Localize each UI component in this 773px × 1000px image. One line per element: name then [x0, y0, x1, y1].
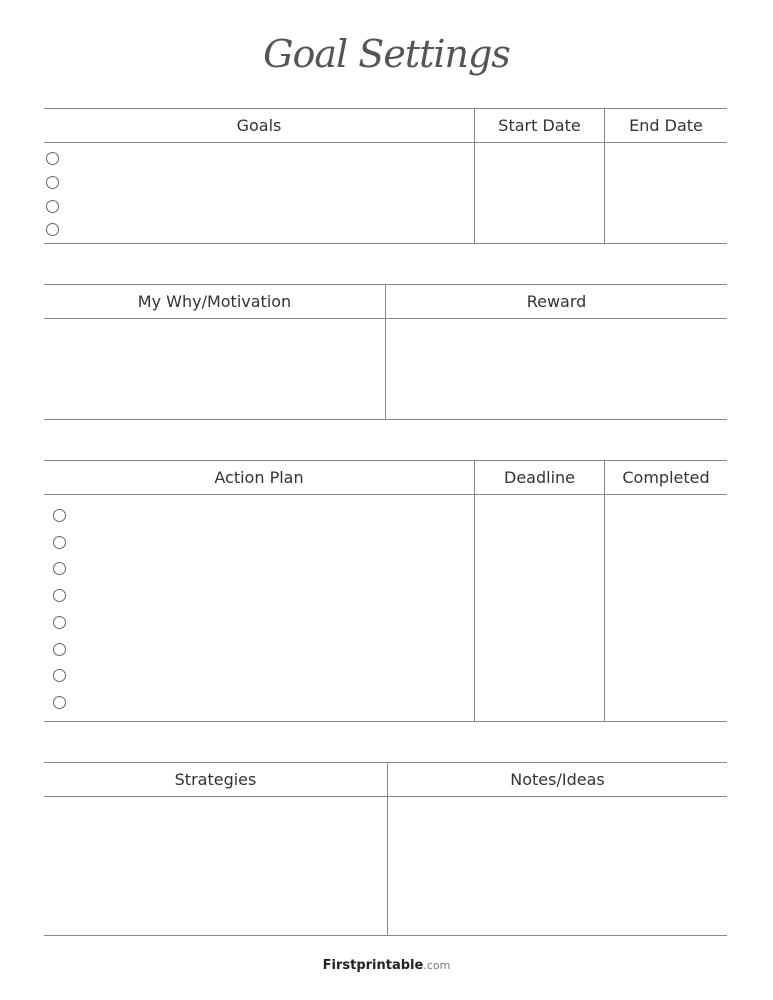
action-checkbox-7[interactable]: [53, 669, 66, 682]
action-plan-cell[interactable]: [44, 495, 475, 721]
action-plan-table: [44, 460, 727, 722]
header-reward: Reward: [526, 292, 587, 311]
header-goals: Goals: [44, 109, 475, 142]
action-checkbox-1[interactable]: [53, 509, 66, 522]
header-deadline: Deadline: [475, 461, 605, 494]
header-notes-ideas: Notes/Ideas: [510, 770, 605, 789]
header-end-date: End Date: [629, 116, 703, 135]
header-action-plan: Action Plan: [44, 461, 475, 494]
deadline-cell[interactable]: [475, 495, 605, 721]
action-checkbox-8[interactable]: [53, 696, 66, 709]
footer-brand-tld: .com: [423, 959, 451, 972]
goal-checkbox-1[interactable]: [46, 152, 59, 165]
action-checkbox-2[interactable]: [53, 536, 66, 549]
action-checkbox-5[interactable]: [53, 616, 66, 629]
strategies-cell[interactable]: [44, 797, 388, 935]
start-date-cell[interactable]: [475, 143, 605, 243]
strategies-table-body: [44, 797, 727, 935]
action-checkbox-6[interactable]: [53, 643, 66, 656]
end-date-cell[interactable]: [605, 143, 727, 243]
motivation-cell[interactable]: [44, 319, 386, 419]
action-checkbox-4[interactable]: [53, 589, 66, 602]
header-strategies: Strategies: [44, 763, 388, 796]
action-plan-table-header: [44, 461, 727, 495]
header-completed: Completed: [622, 468, 710, 487]
goal-checkbox-4[interactable]: [46, 223, 59, 236]
strategies-table-header: [44, 763, 727, 797]
header-motivation: My Why/Motivation: [44, 285, 386, 318]
footer-brand: [0, 958, 773, 973]
reward-cell[interactable]: [386, 319, 727, 419]
page-title: Goal Settings: [263, 32, 510, 76]
goals-cell[interactable]: [44, 143, 475, 243]
goals-table-body: [44, 143, 727, 243]
notes-ideas-cell[interactable]: [388, 797, 727, 935]
action-checkbox-3[interactable]: [53, 562, 66, 575]
motivation-table-header: [44, 285, 727, 319]
header-start-date: Start Date: [475, 109, 605, 142]
strategies-table: [44, 762, 727, 936]
completed-cell[interactable]: [605, 495, 727, 721]
footer-brand-name: Firstprintable: [322, 958, 424, 973]
action-plan-table-body: [44, 495, 727, 721]
motivation-table-body: [44, 319, 727, 419]
goal-checkbox-3[interactable]: [46, 200, 59, 213]
goal-checkbox-2[interactable]: [46, 176, 59, 189]
goals-table: [44, 108, 727, 244]
motivation-table: [44, 284, 727, 420]
goals-table-header: [44, 109, 727, 143]
